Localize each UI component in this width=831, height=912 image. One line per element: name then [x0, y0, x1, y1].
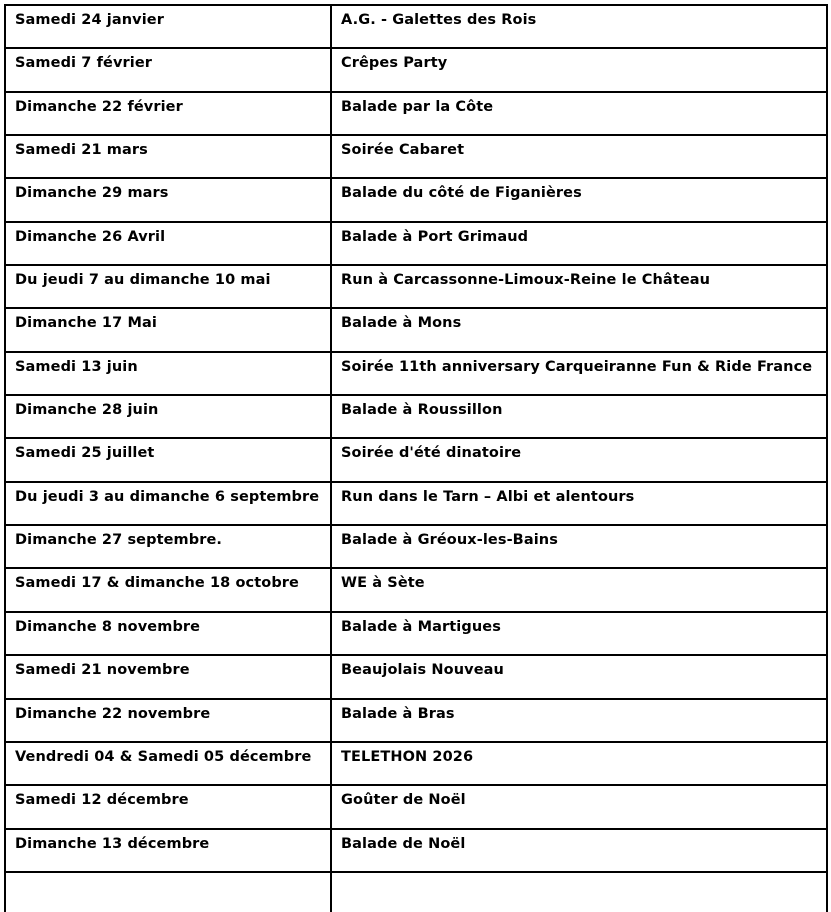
date-cell: Samedi 25 juillet: [5, 438, 331, 481]
date-cell: Vendredi 04 & Samedi 05 décembre: [5, 742, 331, 785]
table-row: [5, 482, 827, 525]
event-cell: Balade à Bras: [331, 699, 827, 742]
table-row: [5, 785, 827, 828]
table-row: [5, 742, 827, 785]
table-row: [5, 178, 827, 221]
date-cell: Samedi 17 & dimanche 18 octobre: [5, 568, 331, 611]
table-row: [5, 48, 827, 91]
date-cell: Samedi 21 mars: [5, 135, 331, 178]
date-cell: Samedi 7 février: [5, 48, 331, 91]
event-cell: Run à Carcassonne-Limoux-Reine le Château: [331, 265, 827, 308]
table-row-partial: [5, 872, 827, 912]
date-cell: Du jeudi 3 au dimanche 6 septembre: [5, 482, 331, 525]
date-cell: Dimanche 28 juin: [5, 395, 331, 438]
date-cell: Dimanche 13 décembre: [5, 829, 331, 872]
date-cell: Dimanche 27 septembre.: [5, 525, 331, 568]
table-row: [5, 5, 827, 48]
table-row: [5, 829, 827, 872]
event-cell: Balade par la Côte: [331, 92, 827, 135]
date-cell: Dimanche 17 Mai: [5, 308, 331, 351]
event-cell: Balade à Gréoux-les-Bains: [331, 525, 827, 568]
table-row: [5, 135, 827, 178]
table-row: [5, 525, 827, 568]
event-cell: Balade à Roussillon: [331, 395, 827, 438]
date-cell: Dimanche 22 février: [5, 92, 331, 135]
event-cell: Balade du côté de Figanières: [331, 178, 827, 221]
events-table-body: [5, 5, 827, 912]
table-row: [5, 438, 827, 481]
event-cell: [331, 872, 827, 912]
table-row: [5, 92, 827, 135]
event-cell: Soirée Cabaret: [331, 135, 827, 178]
event-cell: Soirée d'été dinatoire: [331, 438, 827, 481]
event-cell: Goûter de Noël: [331, 785, 827, 828]
event-cell: TELETHON 2026: [331, 742, 827, 785]
event-cell: Run dans le Tarn – Albi et alentours: [331, 482, 827, 525]
event-cell: A.G. - Galettes des Rois: [331, 5, 827, 48]
date-cell: Du jeudi 7 au dimanche 10 mai: [5, 265, 331, 308]
table-row: [5, 222, 827, 265]
table-row: [5, 352, 827, 395]
date-cell: Dimanche 29 mars: [5, 178, 331, 221]
event-cell: Beaujolais Nouveau: [331, 655, 827, 698]
event-cell: Soirée 11th anniversary Carqueiranne Fun & Ride France: [331, 352, 827, 395]
date-cell: Samedi 24 janvier: [5, 5, 331, 48]
event-cell: Balade de Noël: [331, 829, 827, 872]
date-cell: Samedi 12 décembre: [5, 785, 331, 828]
table-row: [5, 265, 827, 308]
event-cell: Balade à Martigues: [331, 612, 827, 655]
table-row: [5, 699, 827, 742]
event-cell: Balade à Port Grimaud: [331, 222, 827, 265]
table-row: [5, 612, 827, 655]
date-cell: Samedi 21 novembre: [5, 655, 331, 698]
table-row: [5, 655, 827, 698]
date-cell: Dimanche 8 novembre: [5, 612, 331, 655]
event-cell: WE à Sète: [331, 568, 827, 611]
date-cell: Dimanche 22 novembre: [5, 699, 331, 742]
table-row: [5, 308, 827, 351]
date-cell: Dimanche 26 Avril: [5, 222, 331, 265]
event-cell: Balade à Mons: [331, 308, 827, 351]
events-calendar-table: [4, 4, 828, 912]
date-cell: Samedi 13 juin: [5, 352, 331, 395]
event-cell: Crêpes Party: [331, 48, 827, 91]
table-row: [5, 395, 827, 438]
date-cell: [5, 872, 331, 912]
table-row: [5, 568, 827, 611]
